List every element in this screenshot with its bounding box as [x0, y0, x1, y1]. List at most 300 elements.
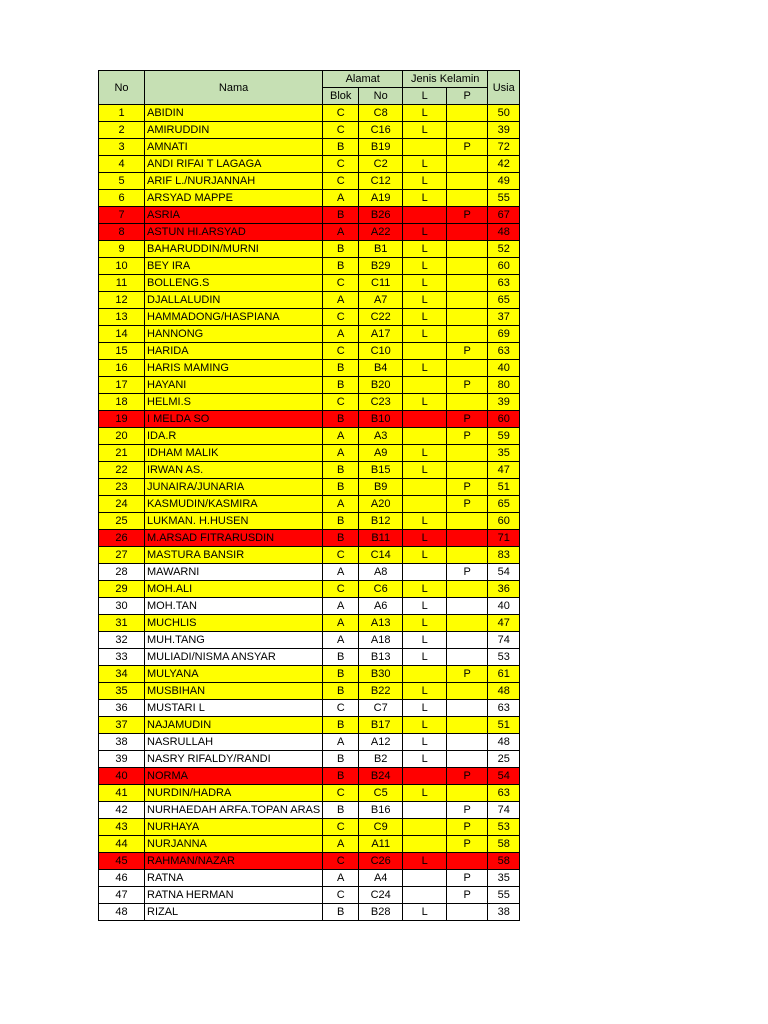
- cell-nama[interactable]: LUKMAN. H.HUSEN: [145, 513, 323, 530]
- cell-alamat-no[interactable]: A17: [359, 326, 403, 343]
- cell-usia[interactable]: 60: [488, 411, 520, 428]
- cell-usia[interactable]: 38: [488, 904, 520, 921]
- cell-blok[interactable]: A: [323, 326, 359, 343]
- cell-alamat-no[interactable]: A18: [359, 632, 403, 649]
- cell-no[interactable]: 41: [99, 785, 145, 802]
- cell-usia[interactable]: 53: [488, 819, 520, 836]
- header-no[interactable]: No: [99, 71, 145, 105]
- cell-p[interactable]: [447, 156, 488, 173]
- cell-no[interactable]: 34: [99, 666, 145, 683]
- cell-usia[interactable]: 35: [488, 445, 520, 462]
- header-nama[interactable]: Nama: [145, 71, 323, 105]
- cell-l[interactable]: L: [403, 547, 447, 564]
- cell-p[interactable]: [447, 190, 488, 207]
- cell-l[interactable]: L: [403, 751, 447, 768]
- cell-no[interactable]: 2: [99, 122, 145, 139]
- cell-usia[interactable]: 63: [488, 343, 520, 360]
- cell-no[interactable]: 33: [99, 649, 145, 666]
- cell-alamat-no[interactable]: B26: [359, 207, 403, 224]
- cell-nama[interactable]: MUH.TANG: [145, 632, 323, 649]
- header-alamat-no[interactable]: No: [359, 88, 403, 105]
- cell-p[interactable]: P: [447, 343, 488, 360]
- cell-l[interactable]: L: [403, 462, 447, 479]
- cell-nama[interactable]: MUCHLIS: [145, 615, 323, 632]
- cell-usia[interactable]: 51: [488, 717, 520, 734]
- cell-usia[interactable]: 53: [488, 649, 520, 666]
- cell-l[interactable]: [403, 666, 447, 683]
- cell-alamat-no[interactable]: B19: [359, 139, 403, 156]
- cell-no[interactable]: 17: [99, 377, 145, 394]
- cell-blok[interactable]: A: [323, 615, 359, 632]
- cell-usia[interactable]: 71: [488, 530, 520, 547]
- cell-nama[interactable]: HARIDA: [145, 343, 323, 360]
- cell-nama[interactable]: BAHARUDDIN/MURNI: [145, 241, 323, 258]
- cell-usia[interactable]: 65: [488, 292, 520, 309]
- cell-nama[interactable]: RAHMAN/NAZAR: [145, 853, 323, 870]
- cell-alamat-no[interactable]: B28: [359, 904, 403, 921]
- cell-p[interactable]: [447, 292, 488, 309]
- header-l[interactable]: L: [403, 88, 447, 105]
- cell-usia[interactable]: 60: [488, 513, 520, 530]
- cell-p[interactable]: [447, 734, 488, 751]
- cell-no[interactable]: 8: [99, 224, 145, 241]
- cell-alamat-no[interactable]: A19: [359, 190, 403, 207]
- cell-alamat-no[interactable]: C6: [359, 581, 403, 598]
- cell-l[interactable]: [403, 802, 447, 819]
- cell-nama[interactable]: MUSBIHAN: [145, 683, 323, 700]
- cell-p[interactable]: [447, 700, 488, 717]
- cell-p[interactable]: [447, 241, 488, 258]
- cell-blok[interactable]: C: [323, 105, 359, 122]
- cell-nama[interactable]: NURHAEDAH ARFA.TOPAN ARAS: [145, 802, 323, 819]
- cell-p[interactable]: P: [447, 411, 488, 428]
- cell-p[interactable]: [447, 598, 488, 615]
- cell-alamat-no[interactable]: B15: [359, 462, 403, 479]
- header-p[interactable]: P: [447, 88, 488, 105]
- cell-nama[interactable]: MUSTARI L: [145, 700, 323, 717]
- cell-blok[interactable]: B: [323, 649, 359, 666]
- cell-usia[interactable]: 42: [488, 156, 520, 173]
- cell-alamat-no[interactable]: B12: [359, 513, 403, 530]
- cell-blok[interactable]: C: [323, 343, 359, 360]
- cell-l[interactable]: [403, 428, 447, 445]
- cell-no[interactable]: 22: [99, 462, 145, 479]
- cell-no[interactable]: 48: [99, 904, 145, 921]
- cell-alamat-no[interactable]: A22: [359, 224, 403, 241]
- cell-l[interactable]: L: [403, 241, 447, 258]
- cell-no[interactable]: 44: [99, 836, 145, 853]
- cell-nama[interactable]: NURJANNA: [145, 836, 323, 853]
- cell-alamat-no[interactable]: A20: [359, 496, 403, 513]
- cell-usia[interactable]: 60: [488, 258, 520, 275]
- cell-no[interactable]: 35: [99, 683, 145, 700]
- cell-blok[interactable]: C: [323, 700, 359, 717]
- cell-p[interactable]: [447, 224, 488, 241]
- cell-usia[interactable]: 39: [488, 394, 520, 411]
- cell-nama[interactable]: JUNAIRA/JUNARIA: [145, 479, 323, 496]
- cell-no[interactable]: 40: [99, 768, 145, 785]
- cell-alamat-no[interactable]: C24: [359, 887, 403, 904]
- cell-alamat-no[interactable]: C14: [359, 547, 403, 564]
- cell-blok[interactable]: B: [323, 139, 359, 156]
- cell-nama[interactable]: KASMUDIN/KASMIRA: [145, 496, 323, 513]
- cell-no[interactable]: 39: [99, 751, 145, 768]
- cell-alamat-no[interactable]: B2: [359, 751, 403, 768]
- cell-blok[interactable]: A: [323, 496, 359, 513]
- cell-usia[interactable]: 55: [488, 887, 520, 904]
- cell-usia[interactable]: 40: [488, 360, 520, 377]
- cell-l[interactable]: [403, 836, 447, 853]
- cell-alamat-no[interactable]: B10: [359, 411, 403, 428]
- cell-l[interactable]: L: [403, 360, 447, 377]
- cell-alamat-no[interactable]: A3: [359, 428, 403, 445]
- header-blok[interactable]: Blok: [323, 88, 359, 105]
- cell-no[interactable]: 14: [99, 326, 145, 343]
- cell-p[interactable]: P: [447, 887, 488, 904]
- cell-l[interactable]: L: [403, 173, 447, 190]
- cell-alamat-no[interactable]: B9: [359, 479, 403, 496]
- cell-alamat-no[interactable]: C23: [359, 394, 403, 411]
- cell-no[interactable]: 36: [99, 700, 145, 717]
- cell-l[interactable]: L: [403, 632, 447, 649]
- cell-nama[interactable]: IDHAM MALIK: [145, 445, 323, 462]
- cell-p[interactable]: [447, 649, 488, 666]
- cell-nama[interactable]: NURHAYA: [145, 819, 323, 836]
- cell-nama[interactable]: AMIRUDDIN: [145, 122, 323, 139]
- cell-no[interactable]: 5: [99, 173, 145, 190]
- cell-alamat-no[interactable]: C2: [359, 156, 403, 173]
- cell-l[interactable]: [403, 377, 447, 394]
- cell-no[interactable]: 29: [99, 581, 145, 598]
- cell-p[interactable]: [447, 258, 488, 275]
- cell-p[interactable]: [447, 105, 488, 122]
- cell-l[interactable]: L: [403, 598, 447, 615]
- cell-l[interactable]: [403, 564, 447, 581]
- cell-nama[interactable]: MULYANA: [145, 666, 323, 683]
- cell-blok[interactable]: C: [323, 785, 359, 802]
- cell-alamat-no[interactable]: C9: [359, 819, 403, 836]
- cell-nama[interactable]: ARIF L./NURJANNAH: [145, 173, 323, 190]
- cell-alamat-no[interactable]: C8: [359, 105, 403, 122]
- cell-blok[interactable]: B: [323, 802, 359, 819]
- cell-usia[interactable]: 59: [488, 428, 520, 445]
- cell-nama[interactable]: RATNA: [145, 870, 323, 887]
- cell-usia[interactable]: 80: [488, 377, 520, 394]
- cell-no[interactable]: 43: [99, 819, 145, 836]
- cell-blok[interactable]: B: [323, 411, 359, 428]
- cell-alamat-no[interactable]: B22: [359, 683, 403, 700]
- cell-p[interactable]: [447, 394, 488, 411]
- cell-p[interactable]: P: [447, 564, 488, 581]
- cell-no[interactable]: 26: [99, 530, 145, 547]
- cell-no[interactable]: 9: [99, 241, 145, 258]
- cell-l[interactable]: L: [403, 649, 447, 666]
- cell-l[interactable]: [403, 819, 447, 836]
- cell-l[interactable]: L: [403, 275, 447, 292]
- cell-blok[interactable]: A: [323, 836, 359, 853]
- cell-nama[interactable]: IRWAN AS.: [145, 462, 323, 479]
- cell-no[interactable]: 12: [99, 292, 145, 309]
- cell-l[interactable]: L: [403, 105, 447, 122]
- cell-l[interactable]: [403, 768, 447, 785]
- cell-blok[interactable]: A: [323, 870, 359, 887]
- cell-no[interactable]: 18: [99, 394, 145, 411]
- cell-no[interactable]: 15: [99, 343, 145, 360]
- cell-blok[interactable]: A: [323, 598, 359, 615]
- cell-p[interactable]: [447, 275, 488, 292]
- cell-nama[interactable]: HAMMADONG/HASPIANA: [145, 309, 323, 326]
- cell-p[interactable]: P: [447, 479, 488, 496]
- cell-usia[interactable]: 50: [488, 105, 520, 122]
- cell-alamat-no[interactable]: A13: [359, 615, 403, 632]
- cell-no[interactable]: 31: [99, 615, 145, 632]
- cell-l[interactable]: L: [403, 683, 447, 700]
- cell-usia[interactable]: 47: [488, 462, 520, 479]
- cell-blok[interactable]: C: [323, 853, 359, 870]
- cell-l[interactable]: [403, 411, 447, 428]
- cell-no[interactable]: 47: [99, 887, 145, 904]
- cell-blok[interactable]: A: [323, 190, 359, 207]
- cell-p[interactable]: [447, 683, 488, 700]
- cell-no[interactable]: 21: [99, 445, 145, 462]
- cell-l[interactable]: L: [403, 122, 447, 139]
- cell-blok[interactable]: B: [323, 666, 359, 683]
- cell-usia[interactable]: 52: [488, 241, 520, 258]
- cell-usia[interactable]: 47: [488, 615, 520, 632]
- cell-nama[interactable]: HELMI.S: [145, 394, 323, 411]
- cell-p[interactable]: [447, 326, 488, 343]
- cell-p[interactable]: [447, 615, 488, 632]
- cell-usia[interactable]: 39: [488, 122, 520, 139]
- cell-blok[interactable]: B: [323, 768, 359, 785]
- cell-usia[interactable]: 55: [488, 190, 520, 207]
- cell-p[interactable]: P: [447, 207, 488, 224]
- cell-blok[interactable]: B: [323, 530, 359, 547]
- cell-nama[interactable]: ASTUN HI.ARSYAD: [145, 224, 323, 241]
- cell-nama[interactable]: IDA.R: [145, 428, 323, 445]
- cell-l[interactable]: L: [403, 326, 447, 343]
- cell-blok[interactable]: C: [323, 122, 359, 139]
- cell-l[interactable]: L: [403, 853, 447, 870]
- cell-alamat-no[interactable]: B13: [359, 649, 403, 666]
- cell-nama[interactable]: HARIS MAMING: [145, 360, 323, 377]
- cell-alamat-no[interactable]: C26: [359, 853, 403, 870]
- cell-blok[interactable]: C: [323, 581, 359, 598]
- cell-p[interactable]: P: [447, 428, 488, 445]
- cell-no[interactable]: 13: [99, 309, 145, 326]
- cell-blok[interactable]: B: [323, 377, 359, 394]
- cell-l[interactable]: [403, 207, 447, 224]
- cell-blok[interactable]: C: [323, 275, 359, 292]
- cell-usia[interactable]: 74: [488, 632, 520, 649]
- cell-no[interactable]: 46: [99, 870, 145, 887]
- cell-alamat-no[interactable]: B11: [359, 530, 403, 547]
- cell-no[interactable]: 45: [99, 853, 145, 870]
- cell-l[interactable]: L: [403, 904, 447, 921]
- cell-blok[interactable]: B: [323, 683, 359, 700]
- cell-blok[interactable]: B: [323, 717, 359, 734]
- cell-blok[interactable]: C: [323, 309, 359, 326]
- cell-nama[interactable]: ASRIA: [145, 207, 323, 224]
- cell-usia[interactable]: 54: [488, 768, 520, 785]
- header-jenis-kelamin[interactable]: Jenis Kelamin: [403, 71, 488, 88]
- cell-usia[interactable]: 74: [488, 802, 520, 819]
- cell-p[interactable]: [447, 122, 488, 139]
- cell-p[interactable]: [447, 785, 488, 802]
- cell-no[interactable]: 24: [99, 496, 145, 513]
- cell-alamat-no[interactable]: A8: [359, 564, 403, 581]
- cell-l[interactable]: L: [403, 190, 447, 207]
- cell-nama[interactable]: MOH.TAN: [145, 598, 323, 615]
- cell-l[interactable]: L: [403, 224, 447, 241]
- cell-p[interactable]: [447, 547, 488, 564]
- cell-no[interactable]: 27: [99, 547, 145, 564]
- cell-l[interactable]: L: [403, 717, 447, 734]
- cell-alamat-no[interactable]: B24: [359, 768, 403, 785]
- cell-nama[interactable]: NASRULLAH: [145, 734, 323, 751]
- cell-no[interactable]: 10: [99, 258, 145, 275]
- cell-p[interactable]: P: [447, 819, 488, 836]
- cell-no[interactable]: 42: [99, 802, 145, 819]
- cell-l[interactable]: L: [403, 394, 447, 411]
- cell-blok[interactable]: B: [323, 904, 359, 921]
- cell-l[interactable]: L: [403, 292, 447, 309]
- cell-alamat-no[interactable]: C12: [359, 173, 403, 190]
- cell-nama[interactable]: NASRY RIFALDY/RANDI: [145, 751, 323, 768]
- cell-l[interactable]: L: [403, 156, 447, 173]
- cell-usia[interactable]: 63: [488, 700, 520, 717]
- cell-blok[interactable]: A: [323, 564, 359, 581]
- cell-blok[interactable]: C: [323, 819, 359, 836]
- cell-blok[interactable]: C: [323, 394, 359, 411]
- cell-alamat-no[interactable]: A6: [359, 598, 403, 615]
- cell-usia[interactable]: 37: [488, 309, 520, 326]
- cell-usia[interactable]: 49: [488, 173, 520, 190]
- cell-alamat-no[interactable]: C16: [359, 122, 403, 139]
- cell-l[interactable]: L: [403, 615, 447, 632]
- cell-nama[interactable]: MASTURA BANSIR: [145, 547, 323, 564]
- cell-usia[interactable]: 48: [488, 683, 520, 700]
- cell-alamat-no[interactable]: B29: [359, 258, 403, 275]
- cell-no[interactable]: 25: [99, 513, 145, 530]
- cell-nama[interactable]: HAYANI: [145, 377, 323, 394]
- cell-blok[interactable]: C: [323, 173, 359, 190]
- cell-p[interactable]: [447, 309, 488, 326]
- cell-p[interactable]: [447, 445, 488, 462]
- cell-p[interactable]: P: [447, 802, 488, 819]
- cell-l[interactable]: [403, 496, 447, 513]
- cell-nama[interactable]: I MELDA SO: [145, 411, 323, 428]
- cell-blok[interactable]: B: [323, 258, 359, 275]
- cell-usia[interactable]: 51: [488, 479, 520, 496]
- cell-alamat-no[interactable]: B30: [359, 666, 403, 683]
- cell-l[interactable]: L: [403, 785, 447, 802]
- cell-p[interactable]: P: [447, 836, 488, 853]
- cell-blok[interactable]: B: [323, 360, 359, 377]
- cell-no[interactable]: 6: [99, 190, 145, 207]
- cell-nama[interactable]: MULIADI/NISMA ANSYAR: [145, 649, 323, 666]
- cell-l[interactable]: [403, 479, 447, 496]
- cell-l[interactable]: L: [403, 258, 447, 275]
- cell-no[interactable]: 37: [99, 717, 145, 734]
- cell-blok[interactable]: B: [323, 207, 359, 224]
- cell-blok[interactable]: A: [323, 224, 359, 241]
- cell-usia[interactable]: 63: [488, 785, 520, 802]
- header-usia[interactable]: Usia: [488, 71, 520, 105]
- cell-blok[interactable]: A: [323, 445, 359, 462]
- cell-nama[interactable]: RIZAL: [145, 904, 323, 921]
- cell-no[interactable]: 30: [99, 598, 145, 615]
- cell-l[interactable]: L: [403, 445, 447, 462]
- cell-no[interactable]: 20: [99, 428, 145, 445]
- cell-p[interactable]: [447, 904, 488, 921]
- cell-blok[interactable]: B: [323, 479, 359, 496]
- cell-nama[interactable]: HANNONG: [145, 326, 323, 343]
- cell-alamat-no[interactable]: B4: [359, 360, 403, 377]
- cell-no[interactable]: 4: [99, 156, 145, 173]
- cell-l[interactable]: L: [403, 581, 447, 598]
- cell-nama[interactable]: DJALLALUDIN: [145, 292, 323, 309]
- cell-l[interactable]: L: [403, 700, 447, 717]
- cell-usia[interactable]: 54: [488, 564, 520, 581]
- cell-alamat-no[interactable]: C22: [359, 309, 403, 326]
- cell-alamat-no[interactable]: B20: [359, 377, 403, 394]
- cell-alamat-no[interactable]: B16: [359, 802, 403, 819]
- cell-usia[interactable]: 69: [488, 326, 520, 343]
- cell-usia[interactable]: 35: [488, 870, 520, 887]
- cell-nama[interactable]: MOH.ALI: [145, 581, 323, 598]
- cell-nama[interactable]: ANDI RIFAI T LAGAGA: [145, 156, 323, 173]
- cell-usia[interactable]: 61: [488, 666, 520, 683]
- cell-nama[interactable]: MAWARNI: [145, 564, 323, 581]
- cell-alamat-no[interactable]: A12: [359, 734, 403, 751]
- cell-alamat-no[interactable]: A9: [359, 445, 403, 462]
- cell-no[interactable]: 11: [99, 275, 145, 292]
- cell-blok[interactable]: A: [323, 428, 359, 445]
- cell-p[interactable]: [447, 853, 488, 870]
- cell-alamat-no[interactable]: A7: [359, 292, 403, 309]
- cell-alamat-no[interactable]: B1: [359, 241, 403, 258]
- cell-nama[interactable]: ARSYAD MAPPE: [145, 190, 323, 207]
- cell-p[interactable]: [447, 173, 488, 190]
- cell-no[interactable]: 1: [99, 105, 145, 122]
- cell-p[interactable]: [447, 462, 488, 479]
- cell-alamat-no[interactable]: C5: [359, 785, 403, 802]
- cell-l[interactable]: [403, 870, 447, 887]
- cell-p[interactable]: [447, 530, 488, 547]
- cell-l[interactable]: L: [403, 530, 447, 547]
- cell-alamat-no[interactable]: A4: [359, 870, 403, 887]
- cell-alamat-no[interactable]: B17: [359, 717, 403, 734]
- cell-l[interactable]: L: [403, 513, 447, 530]
- cell-nama[interactable]: BEY IRA: [145, 258, 323, 275]
- cell-usia[interactable]: 48: [488, 734, 520, 751]
- cell-p[interactable]: P: [447, 666, 488, 683]
- cell-usia[interactable]: 40: [488, 598, 520, 615]
- cell-no[interactable]: 3: [99, 139, 145, 156]
- cell-usia[interactable]: 25: [488, 751, 520, 768]
- cell-usia[interactable]: 36: [488, 581, 520, 598]
- cell-nama[interactable]: NAJAMUDIN: [145, 717, 323, 734]
- cell-p[interactable]: P: [447, 768, 488, 785]
- cell-blok[interactable]: A: [323, 734, 359, 751]
- cell-usia[interactable]: 58: [488, 836, 520, 853]
- cell-nama[interactable]: NURDIN/HADRA: [145, 785, 323, 802]
- cell-alamat-no[interactable]: C7: [359, 700, 403, 717]
- cell-l[interactable]: [403, 343, 447, 360]
- cell-p[interactable]: P: [447, 870, 488, 887]
- cell-l[interactable]: [403, 887, 447, 904]
